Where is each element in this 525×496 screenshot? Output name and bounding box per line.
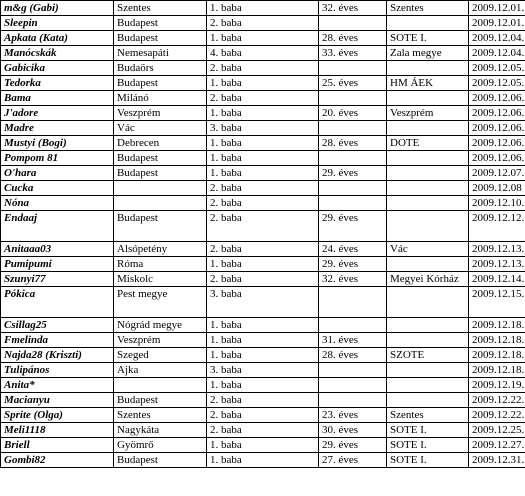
due-date-cell: 2009.12.15.: [469, 287, 525, 318]
due-date-cell: 2009.12.06.: [469, 151, 525, 166]
table-row: [1, 16, 525, 31]
member-name-cell: O'hara: [1, 166, 114, 181]
due-date-cell: 2009.12.25.: [469, 423, 525, 438]
member-name-cell: Fmelinda: [1, 333, 114, 348]
hospital-cell: Vác: [387, 242, 469, 257]
baby-number-cell: 3. baba: [207, 363, 319, 378]
due-date-cell: 2009.12.06.: [469, 91, 525, 106]
city-cell: Alsópetény: [114, 242, 207, 257]
city-cell: Veszprém: [114, 106, 207, 121]
hospital-cell: Megyei Kórház: [387, 272, 469, 287]
table-row: [1, 1, 525, 16]
due-date-cell: 2009.12.05.: [469, 76, 525, 91]
baby-number-cell: 1. baba: [207, 1, 319, 16]
age-cell: 28. éves: [319, 31, 387, 46]
table-row: [1, 272, 525, 287]
due-date-cell: 2009.12.08: [469, 181, 525, 196]
member-name-cell: Madre: [1, 121, 114, 136]
member-name-cell: Briell: [1, 438, 114, 453]
hospital-cell: SOTE I.: [387, 438, 469, 453]
due-date-cell: 2009.12.05.: [469, 61, 525, 76]
hospital-cell: HM ÁEK: [387, 76, 469, 91]
table-row: [1, 181, 525, 196]
table-row: [1, 408, 525, 423]
age-cell: [319, 91, 387, 106]
due-date-cell: 2009.12.04.: [469, 31, 525, 46]
member-name-cell: Gabicika: [1, 61, 114, 76]
due-date-cell: 2009.12.22.: [469, 393, 525, 408]
due-date-cell: 2009.12.01.: [469, 16, 525, 31]
baby-number-cell: 3. baba: [207, 121, 319, 136]
baby-number-cell: 1. baba: [207, 151, 319, 166]
due-date-cell: 2009.12.06.: [469, 121, 525, 136]
age-cell: 31. éves: [319, 333, 387, 348]
table-body: [1, 1, 525, 468]
table-row: [1, 121, 525, 136]
city-cell: Miskolc: [114, 272, 207, 287]
hospital-cell: SZOTE: [387, 348, 469, 363]
table-row: [1, 151, 525, 166]
table-row: [1, 423, 525, 438]
table-row: [1, 196, 525, 211]
member-name-cell: Szunyi77: [1, 272, 114, 287]
baby-number-cell: 2. baba: [207, 408, 319, 423]
member-name-cell: Macianyu: [1, 393, 114, 408]
hospital-cell: [387, 181, 469, 196]
city-cell: Veszprém: [114, 333, 207, 348]
member-name-cell: m&g (Gabi): [1, 1, 114, 16]
age-cell: 30. éves: [319, 423, 387, 438]
city-cell: Szentes: [114, 408, 207, 423]
table-row: [1, 46, 525, 61]
city-cell: Szentes: [114, 1, 207, 16]
member-name-cell: Apkata (Kata): [1, 31, 114, 46]
table-row: [1, 31, 525, 46]
table-row: [1, 106, 525, 121]
member-name-cell: Manócskák: [1, 46, 114, 61]
baby-number-cell: 2. baba: [207, 242, 319, 257]
age-cell: 32. éves: [319, 1, 387, 16]
member-name-cell: Anitaaa03: [1, 242, 114, 257]
table-row: [1, 166, 525, 181]
hospital-cell: [387, 211, 469, 242]
hospital-cell: Zala megye: [387, 46, 469, 61]
table-row: [1, 453, 525, 468]
city-cell: Vác: [114, 121, 207, 136]
city-cell: [114, 196, 207, 211]
age-cell: 32. éves: [319, 272, 387, 287]
age-cell: 27. éves: [319, 453, 387, 468]
hospital-cell: Szentes: [387, 1, 469, 16]
due-date-cell: 2009.12.14.: [469, 272, 525, 287]
due-date-cell: 2009.12.27.: [469, 438, 525, 453]
member-name-cell: J'adore: [1, 106, 114, 121]
member-name-cell: Anita*: [1, 378, 114, 393]
age-cell: 28. éves: [319, 136, 387, 151]
age-cell: 29. éves: [319, 257, 387, 272]
due-date-cell: 2009.12.06.: [469, 136, 525, 151]
city-cell: Budapest: [114, 76, 207, 91]
baby-number-cell: 1. baba: [207, 76, 319, 91]
hospital-cell: [387, 166, 469, 181]
age-cell: 28. éves: [319, 348, 387, 363]
baby-number-cell: 4. baba: [207, 46, 319, 61]
member-name-cell: Pompom 81: [1, 151, 114, 166]
hospital-cell: [387, 393, 469, 408]
city-cell: Budapest: [114, 31, 207, 46]
city-cell: [114, 181, 207, 196]
due-date-cell: 2009.12.18.: [469, 348, 525, 363]
baby-number-cell: 2. baba: [207, 61, 319, 76]
hospital-cell: Szentes: [387, 408, 469, 423]
member-name-cell: Najda28 (Kriszti): [1, 348, 114, 363]
age-cell: 20. éves: [319, 106, 387, 121]
age-cell: [319, 378, 387, 393]
table-row: [1, 287, 525, 318]
table-row: [1, 348, 525, 363]
age-cell: [319, 16, 387, 31]
age-cell: [319, 363, 387, 378]
age-cell: 25. éves: [319, 76, 387, 91]
due-date-cell: 2009.12.10.: [469, 196, 525, 211]
hospital-cell: [387, 91, 469, 106]
member-name-cell: Gombi82: [1, 453, 114, 468]
table-row: [1, 378, 525, 393]
due-date-cell: 2009.12.13.: [469, 257, 525, 272]
baby-number-cell: 2. baba: [207, 196, 319, 211]
table-row: [1, 61, 525, 76]
due-date-cell: 2009.12.07.: [469, 166, 525, 181]
age-cell: [319, 121, 387, 136]
member-name-cell: Tulipános: [1, 363, 114, 378]
baby-number-cell: 1. baba: [207, 438, 319, 453]
table-row: [1, 257, 525, 272]
city-cell: Szeged: [114, 348, 207, 363]
city-cell: Budaörs: [114, 61, 207, 76]
hospital-cell: Veszprém: [387, 106, 469, 121]
age-cell: [319, 287, 387, 318]
member-name-cell: Tedorka: [1, 76, 114, 91]
table-row: [1, 393, 525, 408]
member-name-cell: Meli1118: [1, 423, 114, 438]
baby-number-cell: 1. baba: [207, 257, 319, 272]
age-cell: 33. éves: [319, 46, 387, 61]
member-name-cell: Pókica: [1, 287, 114, 318]
due-date-cell: 2009.12.06.: [469, 106, 525, 121]
hospital-cell: [387, 378, 469, 393]
hospital-cell: [387, 16, 469, 31]
hospital-cell: SOTE I.: [387, 453, 469, 468]
baby-number-cell: 1. baba: [207, 348, 319, 363]
hospital-cell: [387, 333, 469, 348]
hospital-cell: [387, 151, 469, 166]
city-cell: Budapest: [114, 211, 207, 242]
due-date-cell: 2009.12.04.: [469, 46, 525, 61]
table-row: [1, 91, 525, 106]
city-cell: Nógrád megye: [114, 318, 207, 333]
member-name-cell: Sprite (Olga): [1, 408, 114, 423]
baby-number-cell: 1. baba: [207, 106, 319, 121]
age-cell: [319, 151, 387, 166]
hospital-cell: [387, 257, 469, 272]
city-cell: [114, 378, 207, 393]
city-cell: Róma: [114, 257, 207, 272]
due-date-cell: 2009.12.18.: [469, 318, 525, 333]
city-cell: Pest megye: [114, 287, 207, 318]
age-cell: 29. éves: [319, 166, 387, 181]
hospital-cell: SOTE I.: [387, 31, 469, 46]
table-row: [1, 136, 525, 151]
baby-number-cell: 1. baba: [207, 318, 319, 333]
city-cell: Budapest: [114, 453, 207, 468]
due-date-cell: 2009.12.18.: [469, 333, 525, 348]
member-name-cell: Nóna: [1, 196, 114, 211]
due-date-cell: 2009.12.12.: [469, 211, 525, 242]
hospital-cell: [387, 287, 469, 318]
hospital-cell: DOTE: [387, 136, 469, 151]
age-cell: [319, 393, 387, 408]
age-cell: [319, 196, 387, 211]
city-cell: Milánó: [114, 91, 207, 106]
table-row: [1, 242, 525, 257]
baby-number-cell: 1. baba: [207, 333, 319, 348]
baby-number-cell: 2. baba: [207, 181, 319, 196]
age-cell: 29. éves: [319, 211, 387, 242]
age-cell: 29. éves: [319, 438, 387, 453]
member-name-cell: Mustyi (Bogi): [1, 136, 114, 151]
baby-number-cell: 1. baba: [207, 31, 319, 46]
table-row: [1, 333, 525, 348]
city-cell: Budapest: [114, 151, 207, 166]
baby-number-cell: 2. baba: [207, 272, 319, 287]
due-date-cell: 2009.12.18.: [469, 363, 525, 378]
hospital-cell: [387, 363, 469, 378]
baby-number-cell: 3. baba: [207, 287, 319, 318]
member-name-cell: Cucka: [1, 181, 114, 196]
city-cell: Nemesapáti: [114, 46, 207, 61]
city-cell: Budapest: [114, 393, 207, 408]
baby-number-cell: 2. baba: [207, 423, 319, 438]
baby-number-cell: 1. baba: [207, 166, 319, 181]
due-date-cell: 2009.12.19.: [469, 378, 525, 393]
city-cell: Ajka: [114, 363, 207, 378]
table-row: [1, 76, 525, 91]
baby-number-cell: 1. baba: [207, 378, 319, 393]
baby-number-cell: 2. baba: [207, 91, 319, 106]
city-cell: Gyömrő: [114, 438, 207, 453]
table-row: [1, 318, 525, 333]
hospital-cell: [387, 121, 469, 136]
hospital-cell: [387, 61, 469, 76]
due-date-cell: 2009.12.13.: [469, 242, 525, 257]
table-row: [1, 211, 525, 242]
city-cell: Nagykáta: [114, 423, 207, 438]
city-cell: Budapest: [114, 166, 207, 181]
baby-number-cell: 1. baba: [207, 453, 319, 468]
age-cell: 23. éves: [319, 408, 387, 423]
age-cell: [319, 61, 387, 76]
due-date-cell: 2009.12.22.: [469, 408, 525, 423]
baby-number-cell: 2. baba: [207, 211, 319, 242]
baby-number-cell: 1. baba: [207, 136, 319, 151]
member-name-cell: Bama: [1, 91, 114, 106]
age-cell: [319, 181, 387, 196]
baby-number-cell: 2. baba: [207, 16, 319, 31]
baby-number-cell: 2. baba: [207, 393, 319, 408]
table-row: [1, 363, 525, 378]
member-name-cell: Pumipumi: [1, 257, 114, 272]
member-name-cell: Sleepin: [1, 16, 114, 31]
city-cell: Budapest: [114, 16, 207, 31]
due-date-cell: 2009.12.31.: [469, 453, 525, 468]
hospital-cell: SOTE I.: [387, 423, 469, 438]
hospital-cell: [387, 196, 469, 211]
member-name-cell: Endaaj: [1, 211, 114, 242]
hospital-cell: [387, 318, 469, 333]
age-cell: 24. éves: [319, 242, 387, 257]
age-cell: [319, 318, 387, 333]
city-cell: Debrecen: [114, 136, 207, 151]
due-date-cell: 2009.12.01.: [469, 1, 525, 16]
member-name-cell: Csillag25: [1, 318, 114, 333]
table-row: [1, 438, 525, 453]
